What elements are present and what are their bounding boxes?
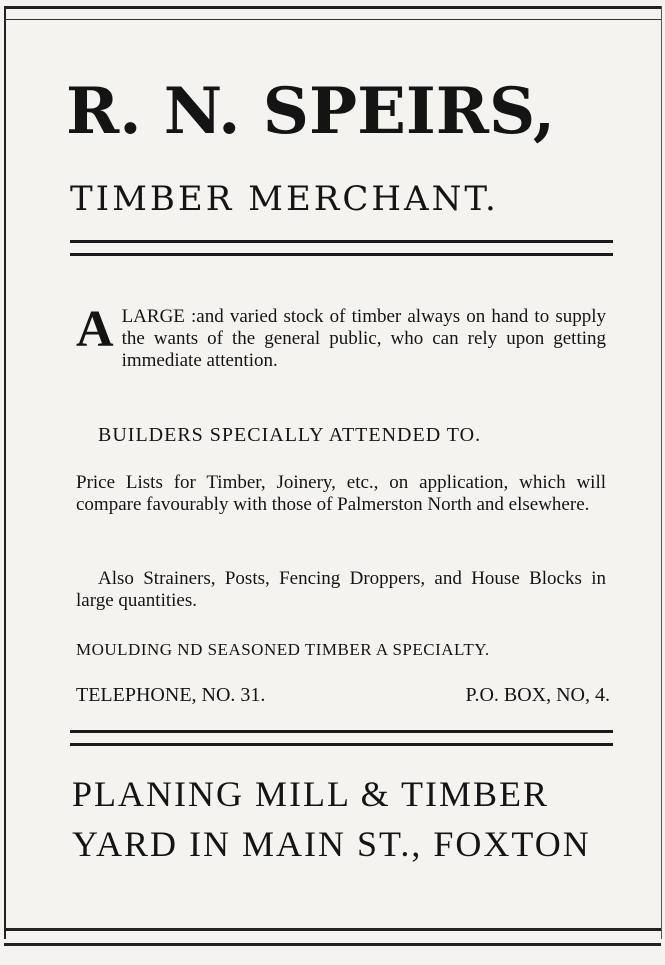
- strainers-paragraph: Also Strainers, Posts, Fencing Droppers, and House Blocks in large quantities.: [76, 568, 606, 611]
- top-border-rule: [4, 6, 661, 20]
- price-lists-paragraph: Price Lists for Timber, Joinery, etc., on application, which will compare favourably with those of Palmerston North and elsewhere.: [76, 472, 606, 515]
- drop-capital: A: [76, 301, 114, 358]
- intro-paragraph: [76, 301, 606, 372]
- divider-rule-lower: [70, 730, 613, 746]
- divider-rule-upper: [70, 240, 613, 256]
- bottom-border-rule: [4, 928, 661, 946]
- intro-text: LARGE :and varied stock of timber always on hand to supply the wants of the general public, who can rely upon getting immediate attention.: [121, 306, 606, 371]
- footer-line-2: YARD IN MAIN ST., FOXTON: [72, 824, 591, 864]
- po-box-number: P.O. BOX, NO, 4.: [465, 684, 610, 706]
- footer-line-1: PLANING MILL & TIMBER: [72, 774, 549, 814]
- telephone-number: TELEPHONE, NO. 31.: [76, 684, 266, 706]
- moulding-specialty-line: MOULDING ND SEASONED TIMBER A SPECIALTY.: [76, 640, 490, 659]
- merchant-name-heading: R. N. SPEIRS,: [66, 74, 556, 149]
- trade-subheading: TIMBER MERCHANT.: [70, 179, 499, 219]
- contact-line: [76, 684, 610, 707]
- builders-notice: BUILDERS SPECIALLY ATTENDED TO.: [98, 424, 482, 446]
